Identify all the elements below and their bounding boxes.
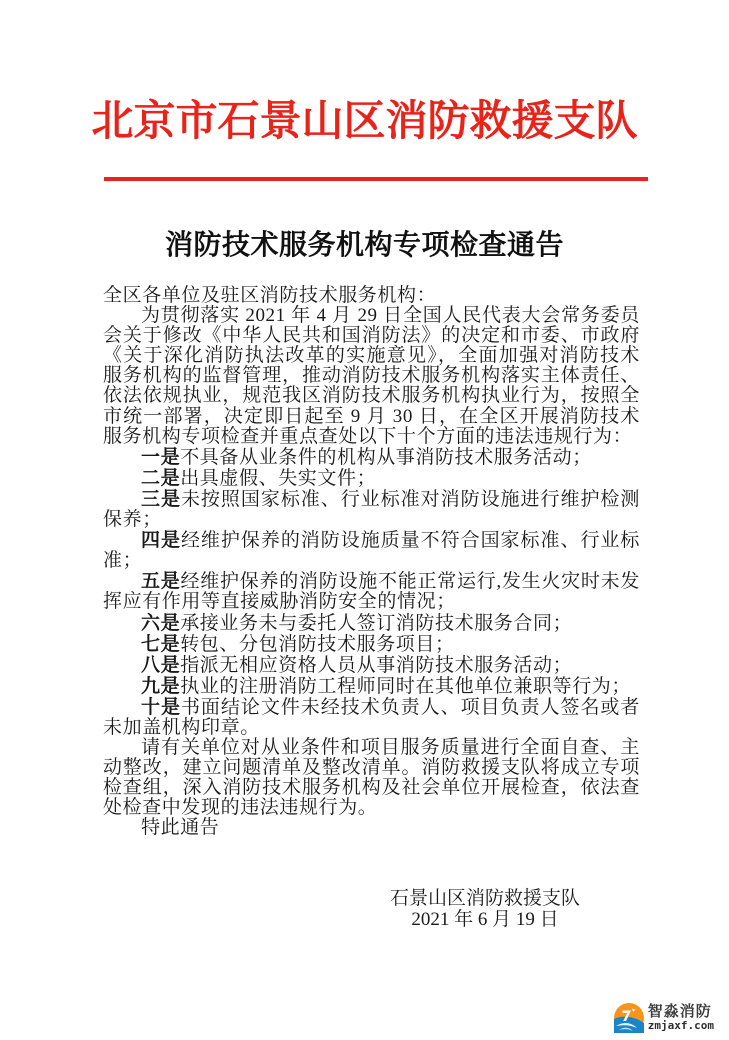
violation-item-2 — [103, 468, 640, 489]
item-lead-2: 二是 — [141, 466, 181, 489]
item-text-6: 承接业务未与委托人签订消防技术服务合同； — [180, 612, 573, 634]
item-text-3: 未按照国家标准、行业标准对消防设施进行维护检测保养； — [103, 488, 640, 531]
notice-line: 特此通告 — [141, 817, 220, 839]
signature-org: 石景山区消防救援支队 — [389, 888, 580, 909]
item-lead-1: 一是 — [141, 445, 181, 468]
signature-date: 2021 年 6 月 19 日 — [411, 909, 559, 930]
item-lead-10: 十是 — [141, 695, 181, 718]
item-text-8: 指派无相应资格人员从事消防技术服务活动； — [180, 654, 573, 676]
zhimiao-logo-icon — [614, 1003, 644, 1033]
intro-paragraph: 为贯彻落实 2021 年 4 月 29 日全国人民代表大会常务委员会关于修改《中华人民共和国消防法》的决定和市委、市政府《关于深化消防执法改革的实施意见》，全面加强对消防技术服务机构的监督管理，推动消防技术服务机构落实主体责任、依法依规执业，规范我区消防技术服务机构执业行为，按照全市统一部署，决定即日起至 9 月 30 日，在全区开展消防技术服务机构专项检查并重点查处以下十个方面的违法违规行为： — [103, 305, 640, 447]
watermark-brand: 智淼消防 — [647, 1002, 712, 1021]
salutation: 全区各单位及驻区消防技术服务机构： — [103, 285, 437, 306]
item-text-2: 出具虚假、失实文件； — [180, 467, 377, 489]
violation-item-3 — [103, 489, 640, 530]
watermark — [614, 1003, 714, 1033]
violation-item-8 — [103, 655, 640, 676]
item-text-5: 经维护保养的消防设施不能正常运行,发生火灾时未发挥应有作用等直接威胁消防安全的情况； — [103, 571, 641, 613]
item-text-10: 书面结论文件未经技术负责人、项目负责人签名或者未加盖机构印章。 — [103, 696, 640, 738]
violation-item-9 — [103, 676, 640, 697]
header-divider — [104, 177, 648, 181]
violation-item-10 — [103, 697, 640, 738]
item-lead-9: 九是 — [141, 674, 181, 697]
notice-body — [103, 286, 640, 839]
doc-title: 消防技术服务机构专项检查通告 — [164, 230, 564, 261]
item-text-7: 转包、分包消防技术服务项目； — [180, 633, 455, 655]
agency-header: 北京市石景山区消防救援支队 — [91, 99, 638, 145]
violation-item-4 — [103, 530, 640, 571]
item-lead-4: 四是 — [141, 529, 181, 552]
item-lead-6: 六是 — [141, 611, 181, 634]
violation-item-7 — [103, 634, 640, 655]
item-text-4: 经维护保养的消防设施质量不符合国家标准、行业标准； — [103, 530, 640, 572]
violation-item-5 — [103, 571, 640, 612]
item-lead-5: 五是 — [141, 570, 181, 593]
item-lead-3: 三是 — [141, 487, 181, 510]
item-text-1: 不具备从业条件的机构从事消防技术服务活动； — [180, 446, 592, 468]
violation-item-1 — [103, 447, 640, 468]
signature-block — [385, 888, 585, 930]
item-text-9: 执业的注册消防工程师同时在其他单位兼职等行为； — [180, 675, 632, 697]
closing-paragraph: 请有关单位对从业条件和项目服务质量进行全面自查、主动整改，建立问题清单及整改清单。消防救援支队将成立专项检查组，深入消防技术服务机构及社会单位开展检查，依法查处检查中发现的违法违规行为。 — [103, 737, 640, 819]
item-lead-7: 七是 — [141, 632, 181, 655]
watermark-text — [648, 1004, 714, 1031]
watermark-domain: zmjaxf.com — [647, 1019, 714, 1033]
item-lead-8: 八是 — [141, 653, 181, 676]
violation-item-6 — [103, 613, 640, 634]
